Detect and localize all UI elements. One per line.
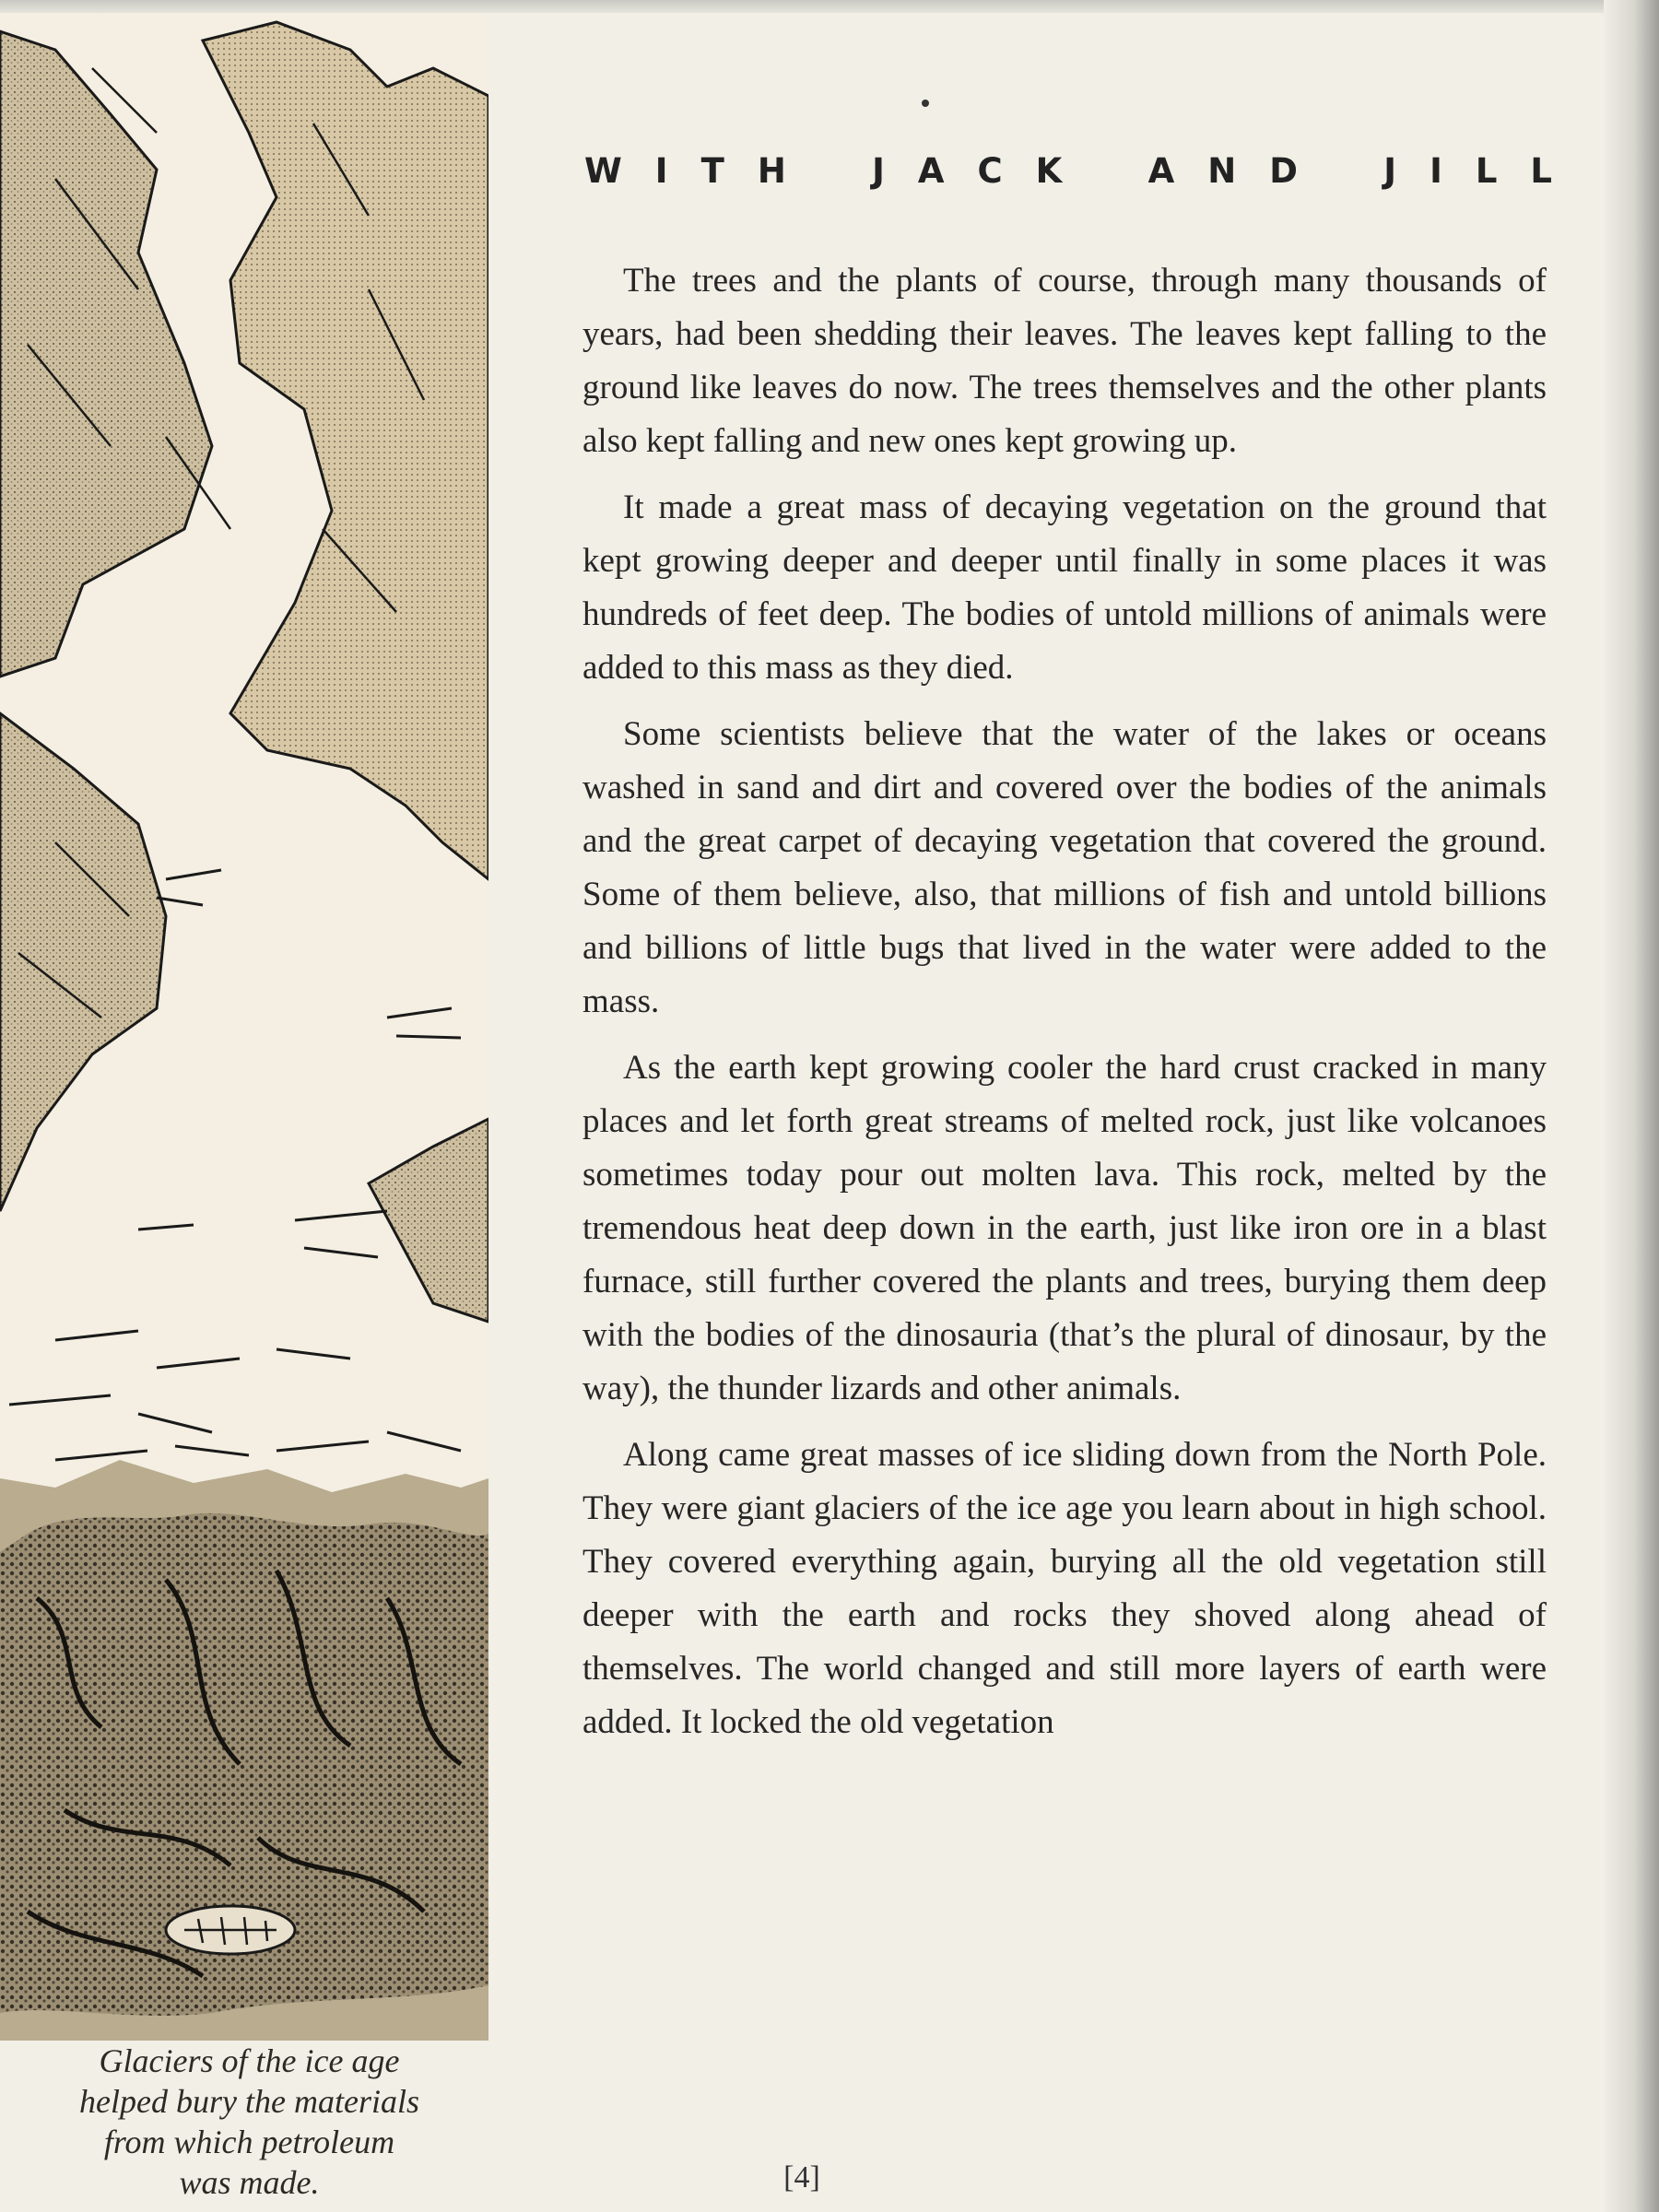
caption-line: from which petroleum: [103, 2124, 395, 2160]
glacier-illustration: [0, 13, 488, 2041]
paragraph: The trees and the plants of course, through many thousands of years, had been shedding their leaves. The leaves kept falling to the ground like leaves do now. The trees themselves and the other plants also kept falling and new ones kept growing up.: [582, 262, 1547, 460]
running-title-word: JACK: [872, 151, 1096, 191]
page-number: [4]: [783, 2160, 820, 2194]
body-text: [582, 254, 1547, 1762]
book-page: [0, 13, 1604, 2212]
paragraph: Along came great masses of ice sliding down from the North Pole. They were giant glaciers of the ice age you learn about in high school. They covered everything again, burying all the old vegetation still deeper with the earth and rocks they shoved along ahead of themselves. The world changed and still more layers of earth were added. It locked the old vegetation: [582, 1436, 1547, 1741]
running-title-word: WITH: [584, 151, 819, 191]
running-title-word: AND: [1147, 151, 1331, 191]
caption-line: was made.: [179, 2164, 320, 2201]
printer-mark: [922, 100, 929, 107]
running-title: [584, 151, 1585, 191]
paragraph: As the earth kept growing cooler the hard crust cracked in many places and let forth great streams of melted rock, just like volcanoes sometimes today pour out molten lava. This rock, melted by the tremendous heat deep down in the earth, just like iron ore in a blast furnace, still further covered the plants and trees, burying them deep with the bodies of the dinosauria (that’s the plural of dinosaur, by the way), the thunder lizards and other animals.: [582, 1049, 1547, 1407]
caption-line: helped bury the materials: [79, 2083, 419, 2120]
paragraph: It made a great mass of decaying vegetation on the ground that kept growing deeper and deeper until finally in some places it was hundreds of feet deep. The bodies of untold millions of animals were added to this mass as they died.: [582, 488, 1547, 687]
caption-line: Glaciers of the ice age: [99, 2042, 400, 2079]
paragraph: Some scientists believe that the water of the lakes or oceans washed in sand and dirt and covered over the bodies of the animals and the great carpet of decaying vegetation that covered the ground. Some of them believe, also, that millions of fish and untold billions and billions of little bugs that lived in the water were added to the mass.: [582, 715, 1547, 1020]
running-title-word: JILL: [1383, 151, 1585, 191]
book-gutter-shadow: [1604, 0, 1659, 2212]
glacier-vegetation-drawing: [0, 13, 488, 2041]
